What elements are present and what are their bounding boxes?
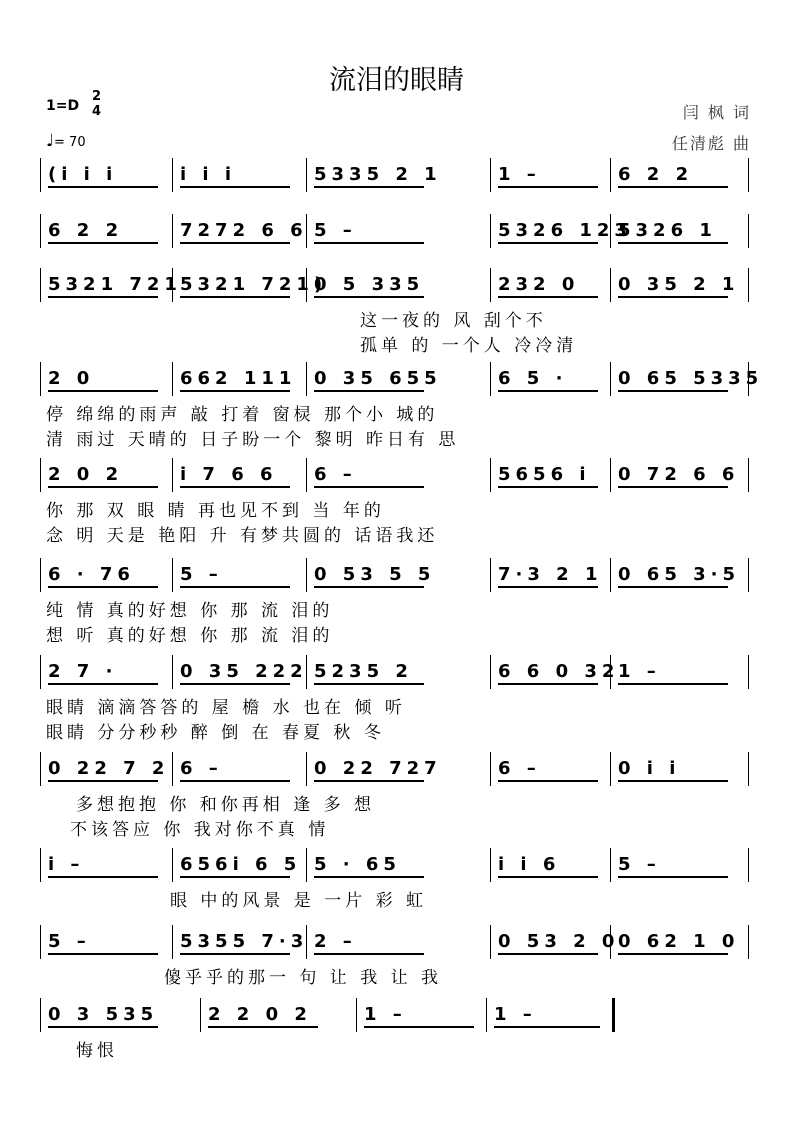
barline xyxy=(748,752,749,786)
measure-notes: 5335 2 1 xyxy=(314,164,442,185)
barline xyxy=(40,752,41,786)
lyric-line: 清 雨过 天晴的 日子盼一个 黎明 昨日有 思 xyxy=(46,430,460,450)
measure-notes: 5656 i xyxy=(498,464,591,485)
measure-notes: 6 · 76 xyxy=(48,564,135,585)
beam-underline xyxy=(618,683,728,685)
composer-credit: 任清彪 曲 xyxy=(671,134,751,153)
barline xyxy=(306,848,307,882)
time-top: 2 xyxy=(92,89,102,104)
measure-notes: 662 111 xyxy=(180,368,297,389)
barline xyxy=(490,655,491,689)
barline xyxy=(612,998,615,1032)
beam-underline xyxy=(498,953,598,955)
beam-underline xyxy=(180,683,290,685)
beam-underline xyxy=(48,953,158,955)
measure-notes: 1 – xyxy=(498,164,541,185)
quarter-note-icon: ♩ xyxy=(46,131,55,151)
barline xyxy=(490,925,491,959)
barline xyxy=(490,558,491,592)
barline xyxy=(40,558,41,592)
measure-notes: 0 65 3·5 xyxy=(618,564,740,585)
beam-underline xyxy=(180,780,290,782)
measure-notes: 5 – xyxy=(314,220,357,241)
measure-notes: 0 5 335 xyxy=(314,274,425,295)
measure-notes: 0 53 2 0 xyxy=(498,931,620,952)
measure-notes: 6 5 · xyxy=(498,368,568,389)
lyric-line: 眼 中的风景 是 一片 彩 虹 xyxy=(170,891,428,911)
measure-notes: 6 6 0 32 xyxy=(498,661,620,682)
barline xyxy=(40,158,41,192)
beam-underline xyxy=(314,586,424,588)
barline xyxy=(490,158,491,192)
barline xyxy=(172,214,173,248)
measure-notes: 5235 2 xyxy=(314,661,413,682)
beam-underline xyxy=(48,486,158,488)
beam-underline xyxy=(48,780,158,782)
time-bottom: 4 xyxy=(92,104,102,119)
measure-notes: 0 35 2 1 xyxy=(618,274,740,295)
measure-notes: (i i i xyxy=(48,164,118,185)
beam-underline xyxy=(618,586,728,588)
beam-underline xyxy=(48,683,158,685)
lyric-line: 眼睛 滴滴答答的 屋 檐 水 也在 倾 听 xyxy=(46,698,406,718)
beam-underline xyxy=(314,683,424,685)
barline xyxy=(172,362,173,396)
measure-notes: 232 0 xyxy=(498,274,580,295)
lyric-line: 念 明 天是 艳阳 升 有梦共圆的 话语我还 xyxy=(46,526,439,546)
beam-underline xyxy=(180,296,290,298)
barline xyxy=(40,362,41,396)
beam-underline xyxy=(498,876,598,878)
beam-underline xyxy=(364,1026,474,1028)
barline xyxy=(610,268,611,302)
barline xyxy=(490,268,491,302)
barline xyxy=(172,848,173,882)
lyric-line: 傻乎乎的那一 句 让 我 让 我 xyxy=(164,968,443,988)
lyric-line: 悔恨 xyxy=(76,1041,118,1061)
barline xyxy=(40,848,41,882)
barline xyxy=(610,362,611,396)
lyric-line: 眼睛 分分秒秒 醉 倒 在 春夏 秋 冬 xyxy=(46,723,385,743)
barline xyxy=(40,655,41,689)
barline xyxy=(748,458,749,492)
measure-notes: 1 – xyxy=(618,661,661,682)
beam-underline xyxy=(314,953,424,955)
barline xyxy=(172,558,173,592)
barline xyxy=(172,655,173,689)
measure-notes: i i i xyxy=(180,164,237,185)
barline xyxy=(610,558,611,592)
beam-underline xyxy=(48,586,158,588)
beam-underline xyxy=(180,390,290,392)
beam-underline xyxy=(498,486,598,488)
barline xyxy=(200,998,201,1032)
measure-notes: 5 – xyxy=(48,931,91,952)
beam-underline xyxy=(314,296,424,298)
measure-notes: 5321 721 xyxy=(48,274,182,295)
lyric-line: 这一夜的 风 刮个不 xyxy=(360,311,547,331)
barline xyxy=(306,362,307,396)
barline xyxy=(490,458,491,492)
measure-notes: 5 – xyxy=(180,564,223,585)
measure-notes: 0 62 1 0 xyxy=(618,931,740,952)
beam-underline xyxy=(48,242,158,244)
measure-notes: 656i 6 5 xyxy=(180,854,302,875)
measure-notes: 5326 1 xyxy=(618,220,717,241)
barline xyxy=(748,268,749,302)
barline xyxy=(40,214,41,248)
measure-notes: 5 · 65 xyxy=(314,854,401,875)
barline xyxy=(306,752,307,786)
barline xyxy=(40,925,41,959)
barline xyxy=(306,558,307,592)
barline xyxy=(172,158,173,192)
beam-underline xyxy=(498,296,598,298)
beam-underline xyxy=(498,683,598,685)
measure-notes: 7·3 2 1 xyxy=(498,564,603,585)
barline xyxy=(490,214,491,248)
beam-underline xyxy=(618,242,728,244)
lyric-line: 你 那 双 眼 睛 再也见不到 当 年的 xyxy=(46,501,385,521)
barline xyxy=(490,848,491,882)
barline xyxy=(610,458,611,492)
key-signature: 1=D xyxy=(46,98,80,114)
measure-notes: 0 35 222 xyxy=(180,661,308,682)
beam-underline xyxy=(48,390,158,392)
barline xyxy=(356,998,357,1032)
beam-underline xyxy=(498,390,598,392)
beam-underline xyxy=(180,242,290,244)
beam-underline xyxy=(314,780,424,782)
barline xyxy=(748,925,749,959)
lyric-line: 纯 情 真的好想 你 那 流 泪的 xyxy=(46,601,334,621)
lyric-line: 停 绵绵的雨声 敲 打着 窗棂 那个小 城的 xyxy=(46,405,439,425)
barline xyxy=(172,458,173,492)
barline xyxy=(40,268,41,302)
beam-underline xyxy=(180,876,290,878)
beam-underline xyxy=(314,390,424,392)
lyric-line: 孤单 的 一个人 冷冷清 xyxy=(360,336,578,356)
beam-underline xyxy=(618,186,728,188)
beam-underline xyxy=(498,186,598,188)
barline xyxy=(172,752,173,786)
measure-notes: 6 2 2 xyxy=(618,164,694,185)
beam-underline xyxy=(208,1026,318,1028)
barline xyxy=(306,158,307,192)
barline xyxy=(40,458,41,492)
barline xyxy=(486,998,487,1032)
beam-underline xyxy=(618,296,728,298)
barline xyxy=(610,848,611,882)
beam-underline xyxy=(618,953,728,955)
barline xyxy=(748,848,749,882)
measure-notes: 6 – xyxy=(498,758,541,779)
barline xyxy=(306,458,307,492)
measure-notes: 2 7 · xyxy=(48,661,118,682)
beam-underline xyxy=(180,186,290,188)
measure-notes: 0 53 5 5 xyxy=(314,564,436,585)
barline xyxy=(490,362,491,396)
measure-notes: i i 6 xyxy=(498,854,561,875)
measure-notes: 2 0 2 xyxy=(48,464,124,485)
barline xyxy=(40,998,41,1032)
beam-underline xyxy=(314,242,424,244)
beam-underline xyxy=(618,486,728,488)
lyric-line: 不该答应 你 我对你不真 情 xyxy=(70,820,330,840)
measure-notes: 0 72 6 6 xyxy=(618,464,740,485)
beam-underline xyxy=(48,876,158,878)
song-title: 流泪的眼睛 xyxy=(329,65,464,96)
measure-notes: 0 22 727 xyxy=(314,758,442,779)
barline xyxy=(610,158,611,192)
beam-underline xyxy=(48,296,158,298)
measure-notes: 5355 7·3 xyxy=(180,931,309,952)
measure-notes: 6 – xyxy=(314,464,357,485)
measure-notes: 0 3 535 xyxy=(48,1004,159,1025)
beam-underline xyxy=(180,953,290,955)
measure-notes: i – xyxy=(48,854,85,875)
beam-underline xyxy=(314,486,424,488)
measure-notes: 5 – xyxy=(618,854,661,875)
barline xyxy=(748,158,749,192)
measure-notes: 6 2 2 xyxy=(48,220,124,241)
barline xyxy=(748,558,749,592)
beam-underline xyxy=(48,1026,158,1028)
measure-notes: 1 – xyxy=(364,1004,407,1025)
beam-underline xyxy=(48,186,158,188)
barline xyxy=(748,214,749,248)
beam-underline xyxy=(498,242,598,244)
beam-underline xyxy=(314,876,424,878)
measure-notes: 6 – xyxy=(180,758,223,779)
barline xyxy=(490,752,491,786)
measure-notes: 7272 6 6 xyxy=(180,220,308,241)
measure-notes: 0 i i xyxy=(618,758,681,779)
tempo-marking xyxy=(46,131,86,151)
barline xyxy=(748,655,749,689)
measure-notes: 1 – xyxy=(494,1004,537,1025)
measure-notes: 5326 123 xyxy=(498,220,632,241)
barline xyxy=(172,925,173,959)
measure-notes: 2 – xyxy=(314,931,357,952)
measure-notes: 2 2 0 2 xyxy=(208,1004,312,1025)
measure-notes: 5321 721) xyxy=(180,274,328,295)
beam-underline xyxy=(618,780,728,782)
beam-underline xyxy=(498,586,598,588)
beam-underline xyxy=(494,1026,600,1028)
lyric-line: 多想抱抱 你 和你再相 逢 多 想 xyxy=(76,795,376,815)
barline xyxy=(610,752,611,786)
beam-underline xyxy=(180,586,290,588)
time-signature xyxy=(92,89,101,119)
measure-notes: i 7 6 6 xyxy=(180,464,278,485)
measure-notes: 0 22 7 2 xyxy=(48,758,170,779)
beam-underline xyxy=(314,186,424,188)
beam-underline xyxy=(180,486,290,488)
measure-notes: 0 65 5335 xyxy=(618,368,764,389)
tempo-value: = 70 xyxy=(54,135,86,150)
lyricist-credit: 闫 枫 词 xyxy=(682,103,751,122)
beam-underline xyxy=(498,780,598,782)
beam-underline xyxy=(618,876,728,878)
measure-notes: 2 0 xyxy=(48,368,95,389)
measure-notes: 0 35 655 xyxy=(314,368,442,389)
lyric-line: 想 听 真的好想 你 那 流 泪的 xyxy=(46,626,334,646)
beam-underline xyxy=(618,390,728,392)
